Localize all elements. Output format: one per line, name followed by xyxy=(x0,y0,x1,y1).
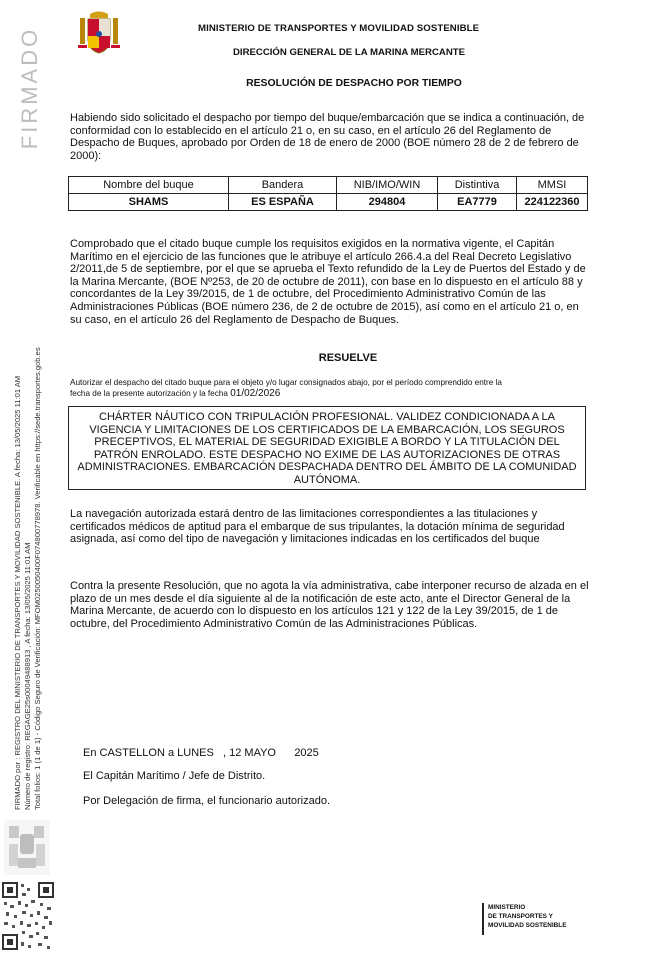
side-line: FIRMADO por : REGISTRO DEL MINISTERIO DE TRANSPORTES Y MOVILIDAD SOSTENIBLE. A fecha: 13/05/2025 11:01 AM xyxy=(13,375,22,810)
ship-nib: 294804 xyxy=(337,194,438,211)
place-date: En CASTELLON a LUNES , 12 MAYO 2025 xyxy=(83,747,319,759)
firmado-watermark: FIRMADO xyxy=(17,26,42,150)
navegacion-paragraph: La navegación autorizada estará dentro de las limitaciones correspondientes a las titulaciones y certificados médicos de aptitud para el embarque de sus tripulantes, la dotación mínima de seguridad asignada, así como del tipo de navegación y limitaciones indicadas en los certificados del buque xyxy=(70,508,565,546)
comprobado-paragraph: Comprobado que el citado buque cumple los requisitos exigidos en la normativa vigente, el Capitán Marítimo en el ejercicio de las funciones que le atribuye el artículo 266.4.a del Real Decreto Legislativo 2/2011,de 5 de septiembre, por el que se aprueba el Texto refundido de la Ley de Puertos del Estado y de la Marina Mercante, (BOE Nº253, de 20 de octubre de 2011), con base en lo dispuesto en el artículo 88 y concordantes de la Ley 39/2015, de 1 de octubre, del Procedimiento Administrativo Común de las Administraciones Públicas (BOE número 236, de 2 de octubre de 2015), así como en el artículo 21 o, en su caso, en el artículo 26 del Reglamento de Despacho de Buques. xyxy=(70,238,586,326)
ship-mmsi: 224122360 xyxy=(517,194,588,211)
ship-table xyxy=(68,176,588,211)
recurso-paragraph: Contra la presente Resolución, que no agota la vía administrativa, cabe interponer recurso de alzada en el plazo de un mes desde el día siguiente al de la notificación de este acto, ante el Director General de la Marina Mercante, de acuerdo con lo dispuesto en los artículos 121 y 122 de la Ley 39/2015, de 1 de octubre, del Procedimiento Administrativo Común de las Administraciones Públicas. xyxy=(70,580,589,630)
table-row xyxy=(69,194,588,211)
logo-line: DE TRANSPORTES Y xyxy=(488,913,553,920)
table-header-row xyxy=(69,177,588,194)
ship-flag: ES ESPAÑA xyxy=(229,194,337,211)
delegation-text: Por Delegación de firma, el funcionario autorizado. xyxy=(83,795,331,807)
conditions-box: CHÁRTER NÁUTICO CON TRIPULACIÓN PROFESIONAL. VALIDEZ CONDICIONADA A LA VIGENCIA Y LIMITACIONES DE LOS CERTIFICADOS DE LA EMBARCACIÓN, LOS SEGUROS PRECEPTIVOS, EL MATERIAL DE SEGURIDAD EXIGIBLE A BORDO Y LA TITULACIÓN DEL PATRÓN ENROLADO. ESTE DESPACHO NO EXIME DE LAS AUTORIZACIONES DE OTRAS ADMINISTRACIONES. EMBARCACIÓN DESPACHADA DENTRO DEL ÁMBITO DE LA COMUNIDAD AUTÓNOMA. xyxy=(68,406,586,490)
table-header: Nombre del buque xyxy=(69,177,229,194)
document-title: RESOLUCIÓN DE DESPACHO POR TIEMPO xyxy=(246,78,462,89)
autorizar-text: Autorizar el despacho del citado buque para el objeto y/o lugar consignados abajo, por el período comprendido entre la fecha de la presente autorización y la fecha xyxy=(70,378,502,398)
table-header: Bandera xyxy=(229,177,337,194)
side-line: Número de registro: REGAGE25s00049488913 , A fecha: 13/05/2025 11:01 AM xyxy=(23,542,32,810)
table-header: Distintiva xyxy=(438,177,517,194)
table-header: NIB/IMO/WIN xyxy=(337,177,438,194)
ship-callsign: EA7779 xyxy=(438,194,517,211)
autorizar-paragraph xyxy=(70,378,510,399)
expiry-date: 01/02/2026 xyxy=(230,387,281,399)
intro-paragraph: Habiendo sido solicitado el despacho por tiempo del buque/embarcación que se indica a continuación, de conformidad con lo establecido en el artículo 21 o, en su caso, en el artículo 26 del Reglamento de Despacho de Buques, aprobado por Orden de 18 de enero de 2000 (BOE número 28 de 2 de febrero de 2000): xyxy=(70,112,585,162)
ship-name: SHAMS xyxy=(69,194,229,211)
ministry-name: MINISTERIO DE TRANSPORTES Y MOVILIDAD SOSTENIBLE xyxy=(198,23,480,34)
resuelve-heading: RESUELVE xyxy=(318,352,378,364)
verification-margin-text xyxy=(0,220,58,810)
qr-code-icon xyxy=(0,880,56,952)
logo-line: MOVILIDAD SOSTENIBLE xyxy=(488,922,567,929)
logo-bar xyxy=(482,903,484,935)
signer-role: El Capitán Marítimo / Jefe de Distrito. xyxy=(83,770,266,782)
direccion-general: DIRECCIÓN GENERAL DE LA MARINA MERCANTE xyxy=(232,47,466,58)
logo-line: MINISTERIO xyxy=(488,904,526,911)
table-header: MMSI xyxy=(517,177,588,194)
side-line: Total folios: 1 (1 de 1) - Código Seguro de Verificación: MFOM0250050400F074800778978. Verificable en https://sede.transportes.gob.es xyxy=(33,347,42,810)
side-seal-icon xyxy=(4,820,50,875)
